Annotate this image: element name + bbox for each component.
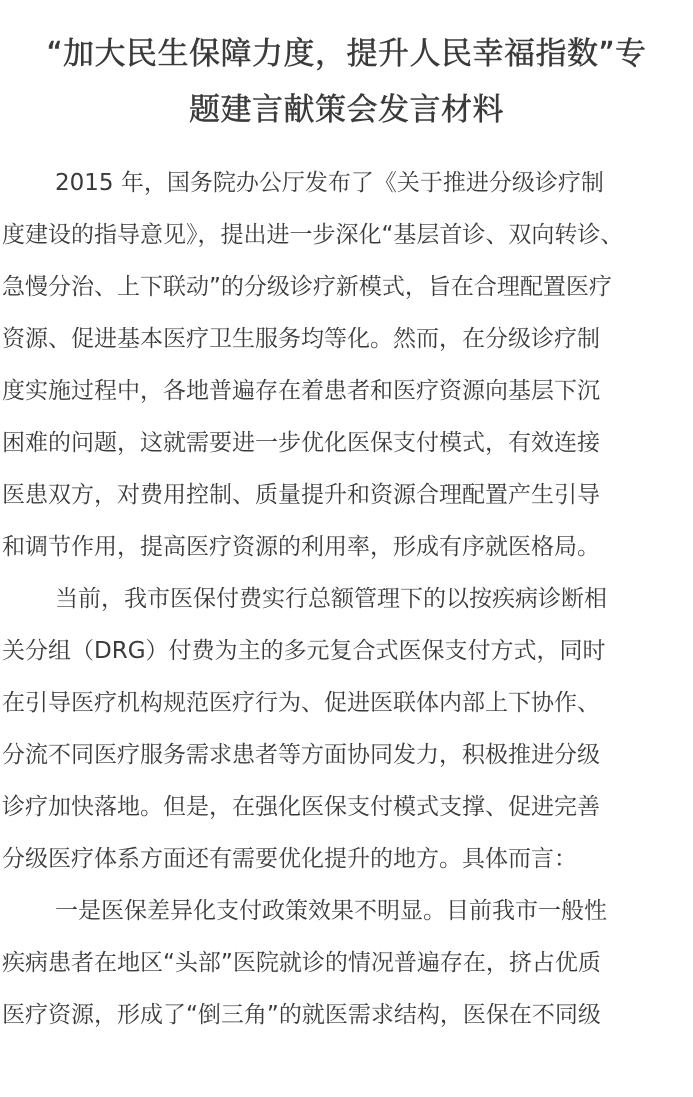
- paragraph-line: 度建设的指导意见》，提出进一步深化“基层首诊、双向转诊、: [2, 222, 624, 248]
- title-line: 题建言献策会发言材料: [189, 92, 504, 128]
- paragraph-line: 诊疗加快落地。但是，在强化医保支付模式支撑、促进完善: [2, 794, 600, 820]
- paragraph-line: 在引导医疗机构规范医疗行为、促进医联体内部上下协作、: [2, 690, 600, 716]
- paragraph-line: 医患双方，对费用控制、质量提升和资源合理配置产生引导: [2, 482, 600, 508]
- paragraph-line: 困难的问题，这就需要进一步优化医保支付模式，有效连接: [2, 430, 600, 456]
- paragraph-line: 当前，我市医保付费实行总额管理下的以按疾病诊断相: [55, 586, 607, 612]
- paragraph-line: 资源、促进基本医疗卫生服务均等化。然而，在分级诊疗制: [2, 326, 600, 352]
- paragraph-line: 度实施过程中，各地普遍存在着患者和医疗资源向基层下沉: [2, 378, 600, 404]
- paragraph-line: 和调节作用，提高医疗资源的利用率，形成有序就医格局。: [2, 534, 600, 560]
- title-line: “加大民生保障力度，提升人民幸福指数”专: [46, 36, 647, 72]
- paragraph-line: 分流不同医疗服务需求患者等方面协同发力，积极推进分级: [2, 742, 600, 768]
- paragraph-line: 分级医疗体系方面还有需要优化提升的地方。具体而言：: [2, 846, 577, 872]
- paragraph-line: 2015 年，国务院办公厅发布了《关于推进分级诊疗制: [55, 170, 604, 196]
- paragraph-line: 医疗资源，形成了“倒三角”的就医需求结构，医保在不同级: [2, 1002, 601, 1028]
- paragraph-line: 疾病患者在地区“头部”医院就诊的情况普遍存在，挤占优质: [2, 950, 601, 976]
- document-title: [0, 26, 693, 138]
- paragraph-line: 关分组（DRG）付费为主的多元复合式医保支付方式，同时: [2, 638, 606, 664]
- paragraph-line: 急慢分治、上下联动”的分级诊疗新模式，旨在合理配置医疗: [2, 274, 612, 300]
- document-body: [2, 157, 693, 1041]
- paragraph-line: 一是医保差异化支付政策效果不明显。目前我市一般性: [55, 898, 607, 924]
